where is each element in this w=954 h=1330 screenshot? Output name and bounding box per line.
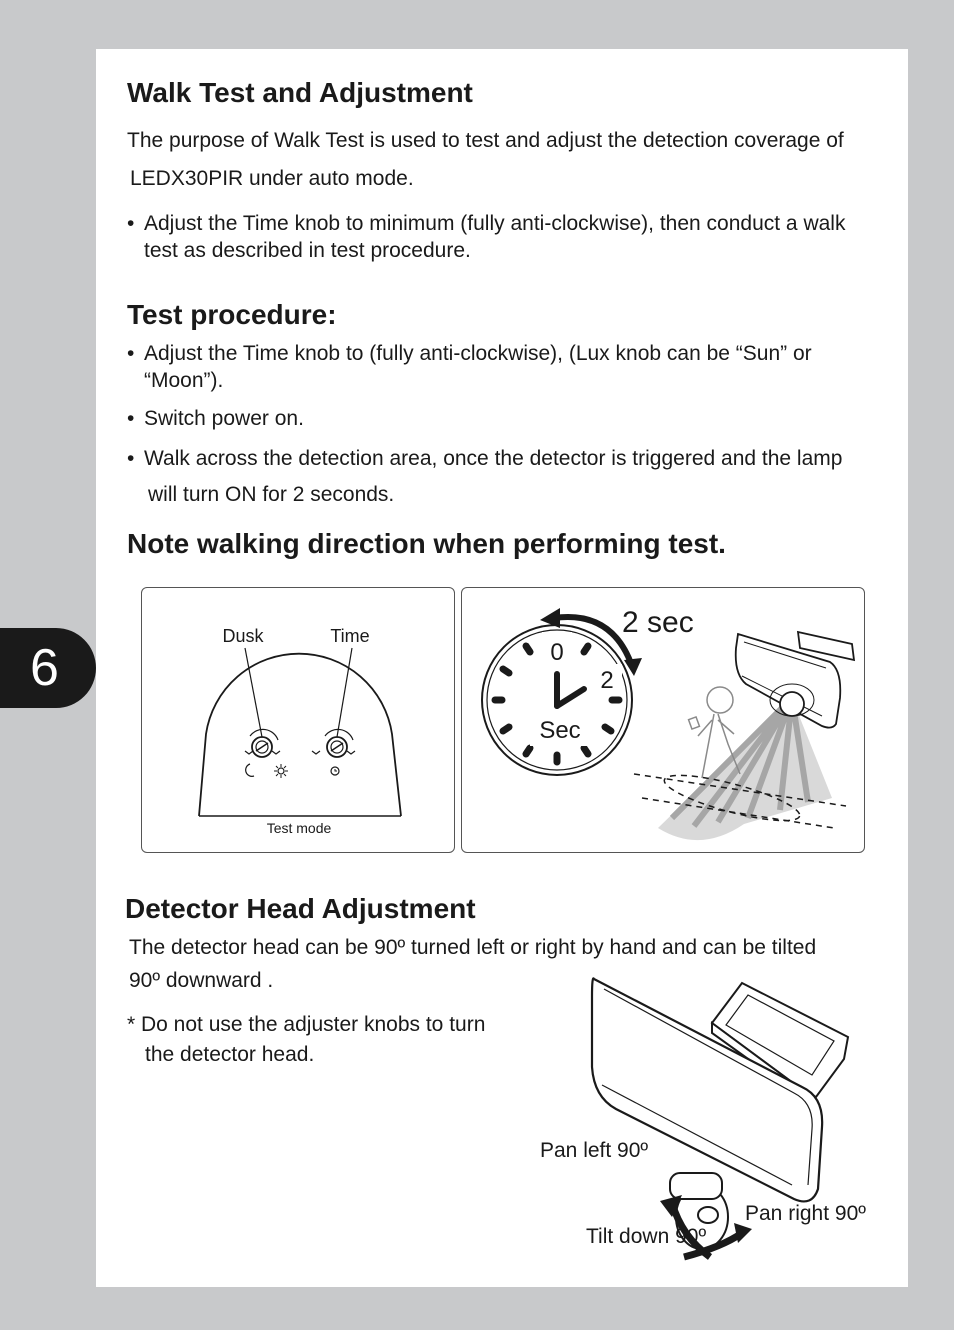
timer-dial — [482, 625, 632, 775]
detector-head-line1: The detector head can be 90º turned left or right by hand and can be tilted — [129, 936, 817, 959]
time-leader-line — [337, 648, 352, 737]
procedure-bullet-3-line1: Walk across the detection area, once the detector is triggered and the lamp — [144, 447, 843, 470]
dusk-label: Dusk — [222, 626, 264, 646]
dusk-knob — [245, 729, 280, 757]
procedure-bullet-1-text: Adjust the Time knob to (fully anti-clockwise), (Lux knob can be “Sun” or “Moon”). — [144, 342, 812, 392]
procedure-bullet-2-text: Switch power on. — [144, 407, 304, 430]
tilt-down-label: Tilt down 90º — [586, 1225, 707, 1248]
bullet-dot: • — [127, 447, 135, 470]
page-number-tab — [0, 628, 96, 708]
clock-small-icon — [331, 767, 339, 775]
dial-zero: 0 — [550, 639, 564, 666]
detector-head-line2: 90º downward . — [129, 969, 274, 992]
knob-diagram — [142, 588, 454, 852]
test-procedure-title: Test procedure: — [127, 299, 337, 330]
bullet-dot: • — [127, 407, 135, 430]
page-number: 6 — [30, 639, 59, 697]
procedure-bullet-3 — [127, 445, 842, 472]
detector-head-title: Detector Head Adjustment — [125, 893, 476, 924]
note-walking-direction: Note walking direction when performing test. — [127, 528, 726, 559]
duration-label: 2 sec — [622, 606, 694, 639]
floodlight-icon — [736, 632, 854, 728]
knob-diagram-panel — [141, 587, 455, 853]
walk-test-intro-line2: LEDX30PIR under auto mode. — [130, 167, 414, 190]
procedure-bullet-2 — [127, 405, 304, 432]
bullet-dot: • — [127, 212, 135, 235]
detector-head-note-line1: * Do not use the adjuster knobs to turn — [127, 1013, 486, 1036]
time-label: Time — [330, 626, 370, 646]
housing-outline — [199, 654, 401, 816]
walk-test-bullet — [127, 210, 847, 264]
walk-test-bullet-text: Adjust the Time knob to minimum (fully anti-clockwise), then conduct a walk test as described in test procedure. — [144, 212, 846, 262]
pan-right-label: Pan right 90º — [745, 1202, 866, 1225]
walk-test-diagram-panel — [461, 587, 865, 853]
bullet-dot: • — [127, 342, 135, 365]
pan-left-label: Pan left 90º — [540, 1139, 649, 1162]
walk-test-title: Walk Test and Adjustment — [127, 77, 473, 108]
procedure-bullet-1 — [127, 340, 867, 394]
procedure-bullet-3-line2: will turn ON for 2 seconds. — [148, 483, 395, 506]
walk-test-diagram — [462, 588, 864, 852]
time-knob — [312, 729, 355, 757]
moon-icon — [246, 764, 254, 776]
detector-head-note-line2: the detector head. — [145, 1043, 315, 1066]
dial-unit: Sec — [539, 717, 581, 744]
sun-icon — [274, 764, 288, 778]
dial-two: 2 — [600, 667, 614, 694]
manual-page — [96, 49, 908, 1287]
test-mode-label: Test mode — [266, 820, 332, 836]
walk-test-intro-line1: The purpose of Walk Test is used to test and adjust the detection coverage of — [127, 129, 844, 152]
